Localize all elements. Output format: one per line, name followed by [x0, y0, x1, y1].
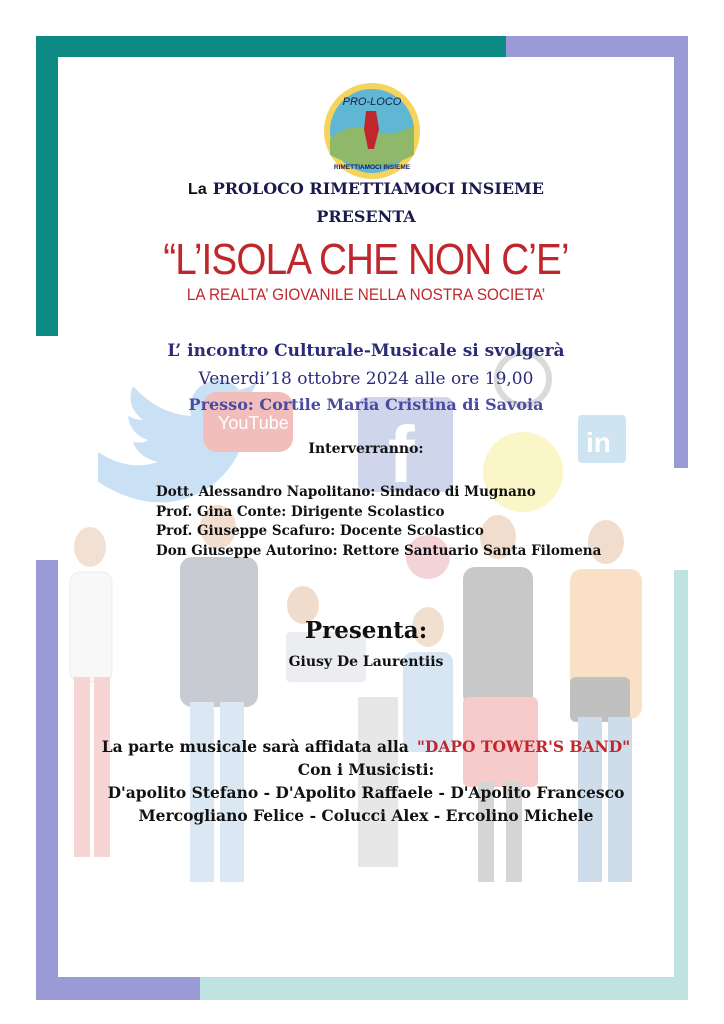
svg-text:f: f	[388, 410, 415, 499]
music-intro-text: La parte musicale sarà affidata alla	[101, 737, 409, 756]
svg-text:YouTube: YouTube	[218, 413, 289, 433]
speaker-item: Don Giuseppe Autorino: Rettore Santuario Santa Filomena	[156, 542, 602, 559]
event-title: “L’ISOLA CHE NON C’E’	[163, 235, 569, 284]
speaker-item: Dott. Alessandro Napolitano: Sindaco di Mugnano	[156, 484, 536, 500]
svg-text:in: in	[586, 427, 611, 458]
speakers-list	[156, 483, 601, 561]
event-subtitle: LA REALTA’ GIOVANILE NELLA NOSTRA SOCIETA’	[186, 285, 546, 304]
musicians-line-1: D'apolito Stefano - D'Apolito Raffaele - D'Apolito Francesco	[107, 783, 625, 802]
band-name: "DAPO TOWER'S BAND"	[416, 737, 631, 756]
svg-text:RIMETTIAMOCI INSIEME: RIMETTIAMOCI INSIEME	[333, 164, 411, 171]
host-heading: Presenta:	[304, 617, 428, 644]
event-description: L’ incontro Culturale-Musicale si svolgerà	[167, 341, 565, 361]
music-intro	[58, 737, 674, 756]
organizer-name: PROLOCO RIMETTIAMOCI INSIEME	[212, 179, 544, 198]
musicians-line-2: Mercogliano Felice - Colucci Alex - Ercolino Michele	[138, 806, 594, 825]
svg-text:PRO-LOCO: PRO-LOCO	[342, 96, 402, 108]
musicians-label: Con i Musicisti:	[297, 760, 435, 779]
organizer-line	[58, 179, 674, 199]
event-datetime: Venerdi’18 ottobre 2024 alle ore 19,00	[198, 369, 534, 389]
host-name: Giusy De Laurentiis	[288, 654, 444, 670]
poster-content	[58, 57, 674, 977]
interverranno-heading: Interverranno:	[308, 441, 424, 457]
speaker-item: Prof. Giuseppe Scafuro: Docente Scolastico	[156, 523, 484, 539]
la-label: La	[188, 181, 207, 198]
proloco-logo	[322, 81, 422, 181]
poster-card	[58, 57, 674, 977]
presenta-heading: PRESENTA	[316, 207, 416, 226]
speaker-item: Prof. Gina Conte: Dirigente Scolastico	[156, 503, 445, 520]
event-location: Presso: Cortile Maria Cristina di Savoia	[188, 395, 544, 414]
